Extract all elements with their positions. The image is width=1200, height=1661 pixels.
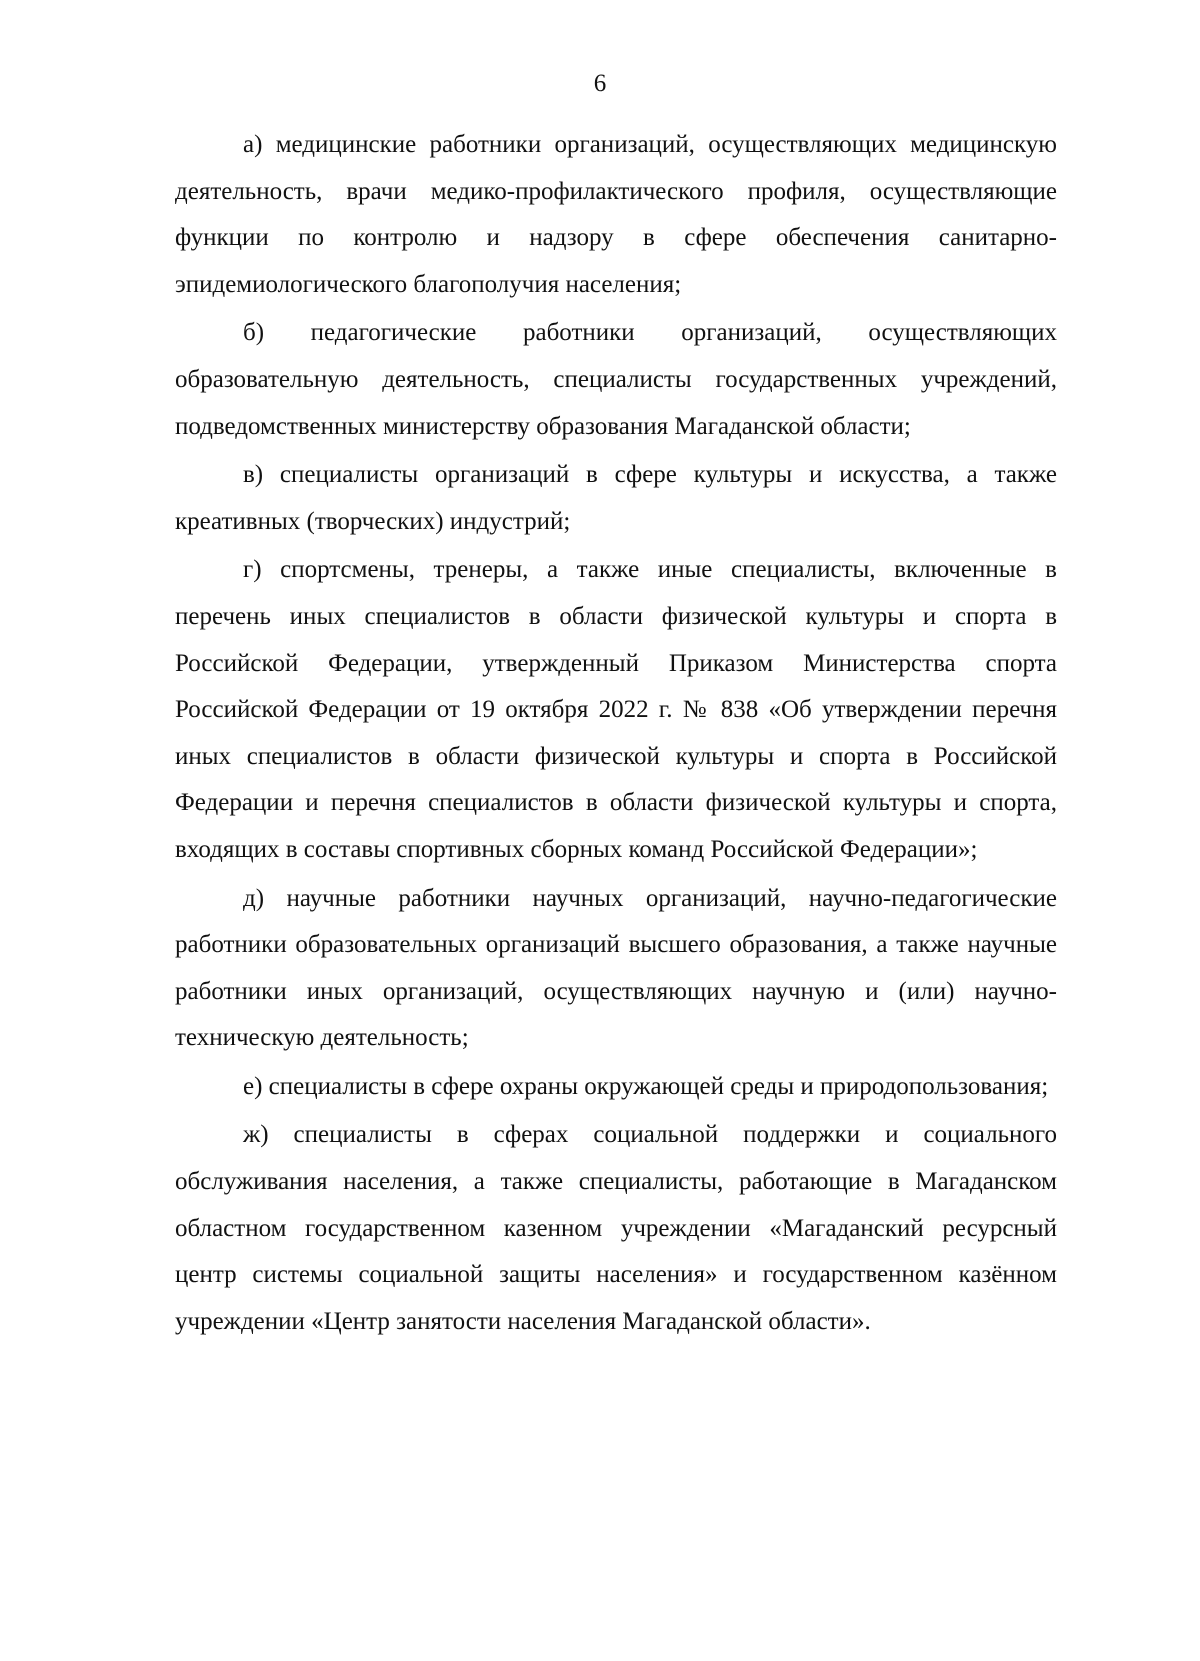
list-item-a: а) медицинские работники организаций, осуществляющих медицинскую деятельность, врачи медико-профилактического профиля, осуществляющие функции по контролю и надзору в сфере обеспечения санитарно-эпидемиологического благополучия населения; (175, 131, 1057, 298)
list-item-b: б) педагогические работники организаций, осуществляющих образовательную деятельность, специалисты государственных учреждений, подведомственных министерству образования Магаданской области; (175, 319, 1057, 440)
list-item-d: д) научные работники научных организаций, научно-педагогические работники образовательных организаций высшего образования, а также научные работники иных организаций, осуществляющих научную и (или) научно-техническую деятельность; (175, 884, 1057, 1052)
list-item-zh: ж) специалисты в сферах социальной поддержки и социального обслуживания населения, а также специалисты, работающие в Магаданском областном государственном казенном учреждении «Магаданский ресурсный центр системы социальной защиты населения» и государственном казённом учреждении «Центр занятости населения Магаданской области». (175, 1121, 1057, 1335)
list-item-g: г) спортсмены, тренеры, а также иные специалисты, включенные в перечень иных специалистов в области физической культуры и спорта в Российской Федерации, утвержденный Приказом Министерства спорта Российской Федерации от 19 октября 2022 г. № 838 «Об утверждении перечня иных специалистов в области физической культуры и спорта в Российской Федерации и перечня специалистов в области физической культуры и спорта, входящих в составы спортивных сборных команд Российской Федерации»; (175, 556, 1057, 863)
list-item-v: в) специалисты организаций в сфере культуры и искусства, а также креативных (творческих) индустрий; (175, 461, 1057, 535)
document-body (175, 122, 1057, 1347)
list-item-e: е) специалисты в сфере охраны окружающей среды и природопользования; (243, 1072, 1049, 1100)
page-number: 6 (593, 70, 607, 97)
